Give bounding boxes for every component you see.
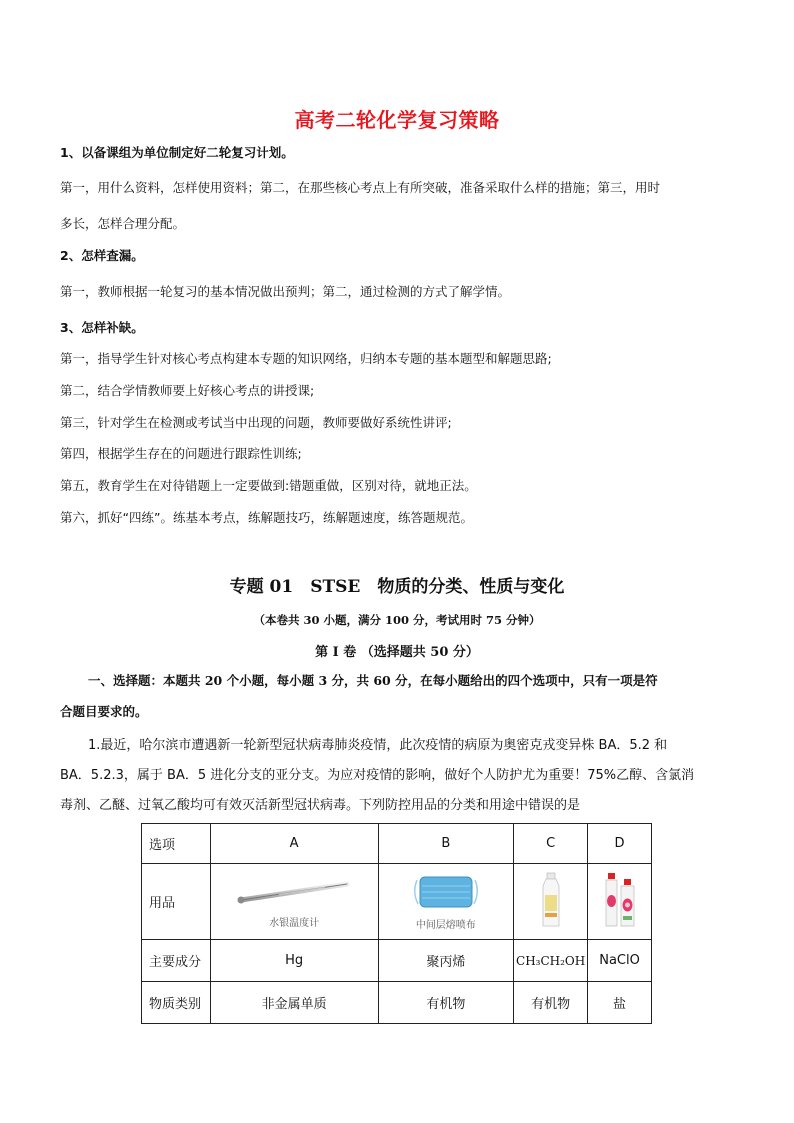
component-d: NaClO [588,940,652,982]
mask-icon [409,872,483,912]
bleach-bottles-icon [600,871,640,929]
section-1-line-1: 第一，用什么资料，怎样使用资料；第二，在那些核心考点上有所突破，准备采取什么样的措施；第三，用时 [60,180,661,195]
section-3-line-3: 第三，针对学生在检测或考试当中出现的问题，教师要做好系统性讲评; [60,415,452,430]
category-b: 有机物 [378,982,514,1024]
section-3-line-1: 第一，指导学生针对核心考点构建本专题的知识网络，归纳本专题的基本题型和解题思路; [60,351,552,366]
alcohol-bottle-icon [536,871,566,929]
table-category-row [142,982,652,1024]
component-label: 主要成分 [142,940,211,982]
header-a: A [210,824,378,864]
header-c: C [514,824,588,864]
category-label: 物质类别 [142,982,211,1024]
thermometer-caption: 水银温度计 [269,918,320,929]
topic-heading: 专题 01 STSE 物质的分类、性质与变化 [229,577,565,597]
section-1-line-2: 多长，怎样合理分配。 [60,216,186,231]
category-d: 盐 [588,982,652,1024]
component-a: Hg [210,940,378,982]
header-d: D [588,824,652,864]
header-option: 选项 [142,824,211,864]
options-table [141,823,652,1024]
thermometer-image-cell [210,864,378,940]
alcohol-bottle-cell [514,864,588,940]
table-header-row [142,824,652,864]
question-line-3: 毒剂、乙醚、过氧乙酸均可有效灭活新型冠状病毒。下列防控用品的分类和用途中错误的是 [60,798,581,813]
category-c: 有机物 [514,982,588,1024]
component-b: 聚丙烯 [378,940,514,982]
instructions-line-2: 合题目要求的。 [60,704,148,719]
section-3-heading: 3、怎样补缺。 [60,320,144,335]
mask-image-cell [378,864,514,940]
section-3-line-6: 第六，抓好“四练”。练基本考点，练解题技巧，练解题速度，练答题规范。 [60,510,473,525]
mask-caption: 中间层熔喷布 [415,920,476,931]
question-line-1: 1.最近，哈尔滨市遭遇新一轮新型冠状病毒肺炎疫情，此次疫情的病原为奥密克戎变异株 BA．5.2 和 [88,738,668,753]
thermometer-icon [229,874,359,916]
exam-info: （本卷共 30 小题，满分 100 分，考试用时 75 分钟） [253,613,541,627]
section-1-heading: 1、以备课组为单位制定好二轮复习计划。 [60,145,294,160]
page-title: 高考二轮化学复习策略 [294,108,500,132]
section-3-line-5: 第五，教育学生在对待错题上一定要做到:错题重做，区别对待，就地正法。 [60,478,477,493]
header-b: B [378,824,514,864]
section-3-line-2: 第二，结合学情教师要上好核心考点的讲授课; [60,383,315,398]
table-item-row [142,864,652,940]
section-2-heading: 2、怎样查漏。 [60,248,144,263]
section-3-line-4: 第四，根据学生存在的问题进行跟踪性训练; [60,446,302,461]
section-2-line-1: 第一，教师根据一轮复习的基本情况做出预判；第二，通过检测的方式了解学情。 [60,284,511,299]
item-label: 用品 [142,864,211,940]
question-line-2: BA．5.2.3，属于 BA．5 进化分支的亚分支。为应对疫情的影响，做好个人防护尤为重要！75%乙醇、含氯消 [60,768,695,783]
bleach-bottles-cell [588,864,652,940]
component-c: CH₃CH₂OH [514,940,588,982]
part-heading: 第 I 卷 （选择题共 50 分） [315,645,479,660]
instructions-line-1: 一、选择题：本题共 20 个小题，每小题 3 分，共 60 分，在每小题给出的四个选项中，只有一项是符 [88,673,658,688]
table-component-row [142,940,652,982]
category-a: 非金属单质 [210,982,378,1024]
